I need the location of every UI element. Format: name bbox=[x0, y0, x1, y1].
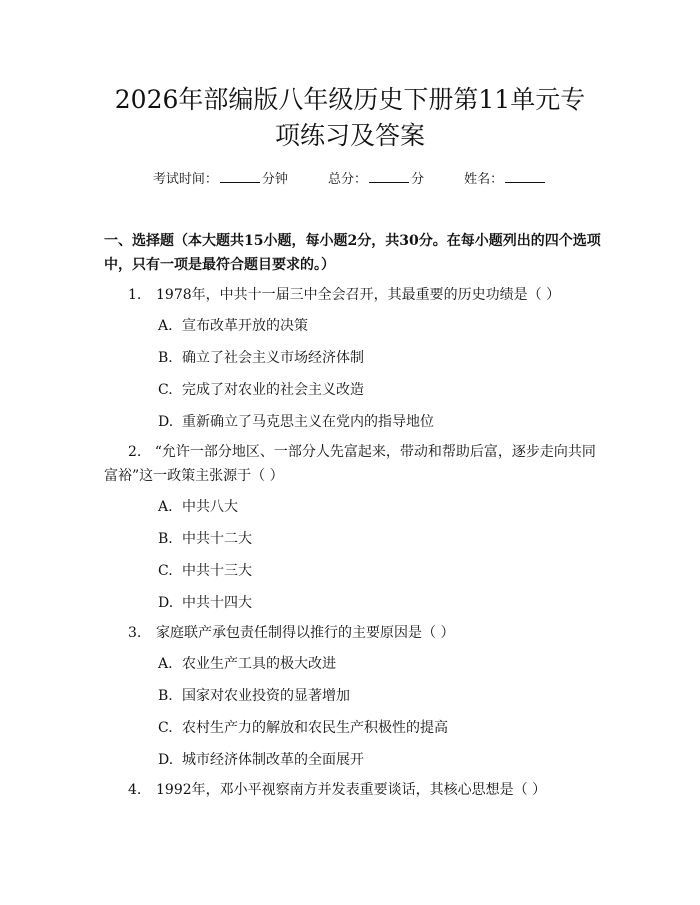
option-letter: C. bbox=[158, 382, 173, 398]
option-2a bbox=[158, 497, 598, 517]
time-unit: 分钟 bbox=[261, 172, 288, 187]
name-blank bbox=[505, 170, 545, 183]
option-1d bbox=[158, 412, 598, 432]
option-letter: D. bbox=[158, 414, 174, 430]
option-2c bbox=[158, 561, 598, 581]
option-letter: A. bbox=[158, 499, 173, 515]
exam-meta bbox=[0, 170, 700, 189]
question-text: 1992年，邓小平视察南方并发表重要谈话，其核心思想是（ ） bbox=[156, 782, 547, 798]
option-text: 农业生产工具的极大改进 bbox=[182, 656, 336, 672]
name-label: 姓名： bbox=[464, 172, 504, 187]
question-3 bbox=[104, 621, 604, 645]
exam-time bbox=[153, 172, 288, 187]
question-text: 家庭联产承包责任制得以推行的主要原因是（ ） bbox=[156, 625, 455, 641]
option-letter: A. bbox=[158, 656, 173, 672]
title-line-1: 2026年部编版八年级历史下册第11单元专 bbox=[114, 85, 586, 114]
exam-name bbox=[464, 172, 547, 187]
option-1c bbox=[158, 380, 598, 400]
document-title bbox=[60, 82, 640, 154]
exam-score bbox=[328, 172, 424, 187]
option-letter: C. bbox=[158, 563, 173, 579]
option-3c bbox=[158, 718, 598, 738]
option-1b bbox=[158, 348, 598, 368]
title-line-2: 项练习及答案 bbox=[274, 121, 425, 150]
option-letter: D. bbox=[158, 752, 174, 768]
question-number: 1. bbox=[128, 287, 142, 303]
option-letter: B. bbox=[158, 688, 173, 704]
question-number: 2. bbox=[128, 444, 142, 460]
option-1a bbox=[158, 316, 598, 336]
option-3a bbox=[158, 654, 598, 674]
option-text: 完成了对农业的社会主义改造 bbox=[182, 382, 364, 398]
score-label: 总分： bbox=[327, 172, 367, 187]
question-text: “允许一部分地区、一部分人先富起来，带动和帮助后富，逐步走向共同富裕”这一政策主张源于（ ） bbox=[104, 444, 596, 484]
option-text: 确立了社会主义市场经济体制 bbox=[182, 350, 364, 366]
time-blank bbox=[220, 170, 260, 183]
section-heading: 一、选择题（本大题共15小题，每小题2分，共30分。在每小题列出的四个选项中，只有一项是最符合题目要求的。） bbox=[104, 233, 601, 273]
option-text: 城市经济体制改革的全面展开 bbox=[182, 752, 364, 768]
option-text: 中共十四大 bbox=[182, 595, 252, 611]
option-3d bbox=[158, 750, 598, 770]
option-letter: C. bbox=[158, 720, 173, 736]
score-blank bbox=[369, 170, 409, 183]
option-letter: A. bbox=[158, 318, 173, 334]
option-2b bbox=[158, 529, 598, 549]
option-letter: B. bbox=[158, 350, 173, 366]
score-unit: 分 bbox=[411, 172, 425, 187]
option-letter: B. bbox=[158, 531, 173, 547]
option-3b bbox=[158, 686, 598, 706]
option-letter: D. bbox=[158, 595, 174, 611]
question-1 bbox=[104, 283, 604, 307]
option-2d bbox=[158, 593, 598, 613]
question-number: 4. bbox=[128, 782, 142, 798]
question-2 bbox=[104, 440, 604, 488]
question-4 bbox=[104, 778, 604, 802]
option-text: 中共十三大 bbox=[182, 563, 252, 579]
option-text: 宣布改革开放的决策 bbox=[182, 318, 308, 334]
option-text: 中共十二大 bbox=[182, 531, 252, 547]
option-text: 农村生产力的解放和农民生产积极性的提高 bbox=[182, 720, 448, 736]
option-text: 国家对农业投资的显著增加 bbox=[182, 688, 350, 704]
option-text: 重新确立了马克思主义在党内的指导地位 bbox=[182, 414, 434, 430]
time-label: 考试时间： bbox=[152, 172, 218, 187]
option-text: 中共八大 bbox=[182, 499, 238, 515]
question-text: 1978年，中共十一届三中全会召开，其最重要的历史功绩是（ ） bbox=[156, 287, 561, 303]
question-number: 3. bbox=[128, 625, 142, 641]
